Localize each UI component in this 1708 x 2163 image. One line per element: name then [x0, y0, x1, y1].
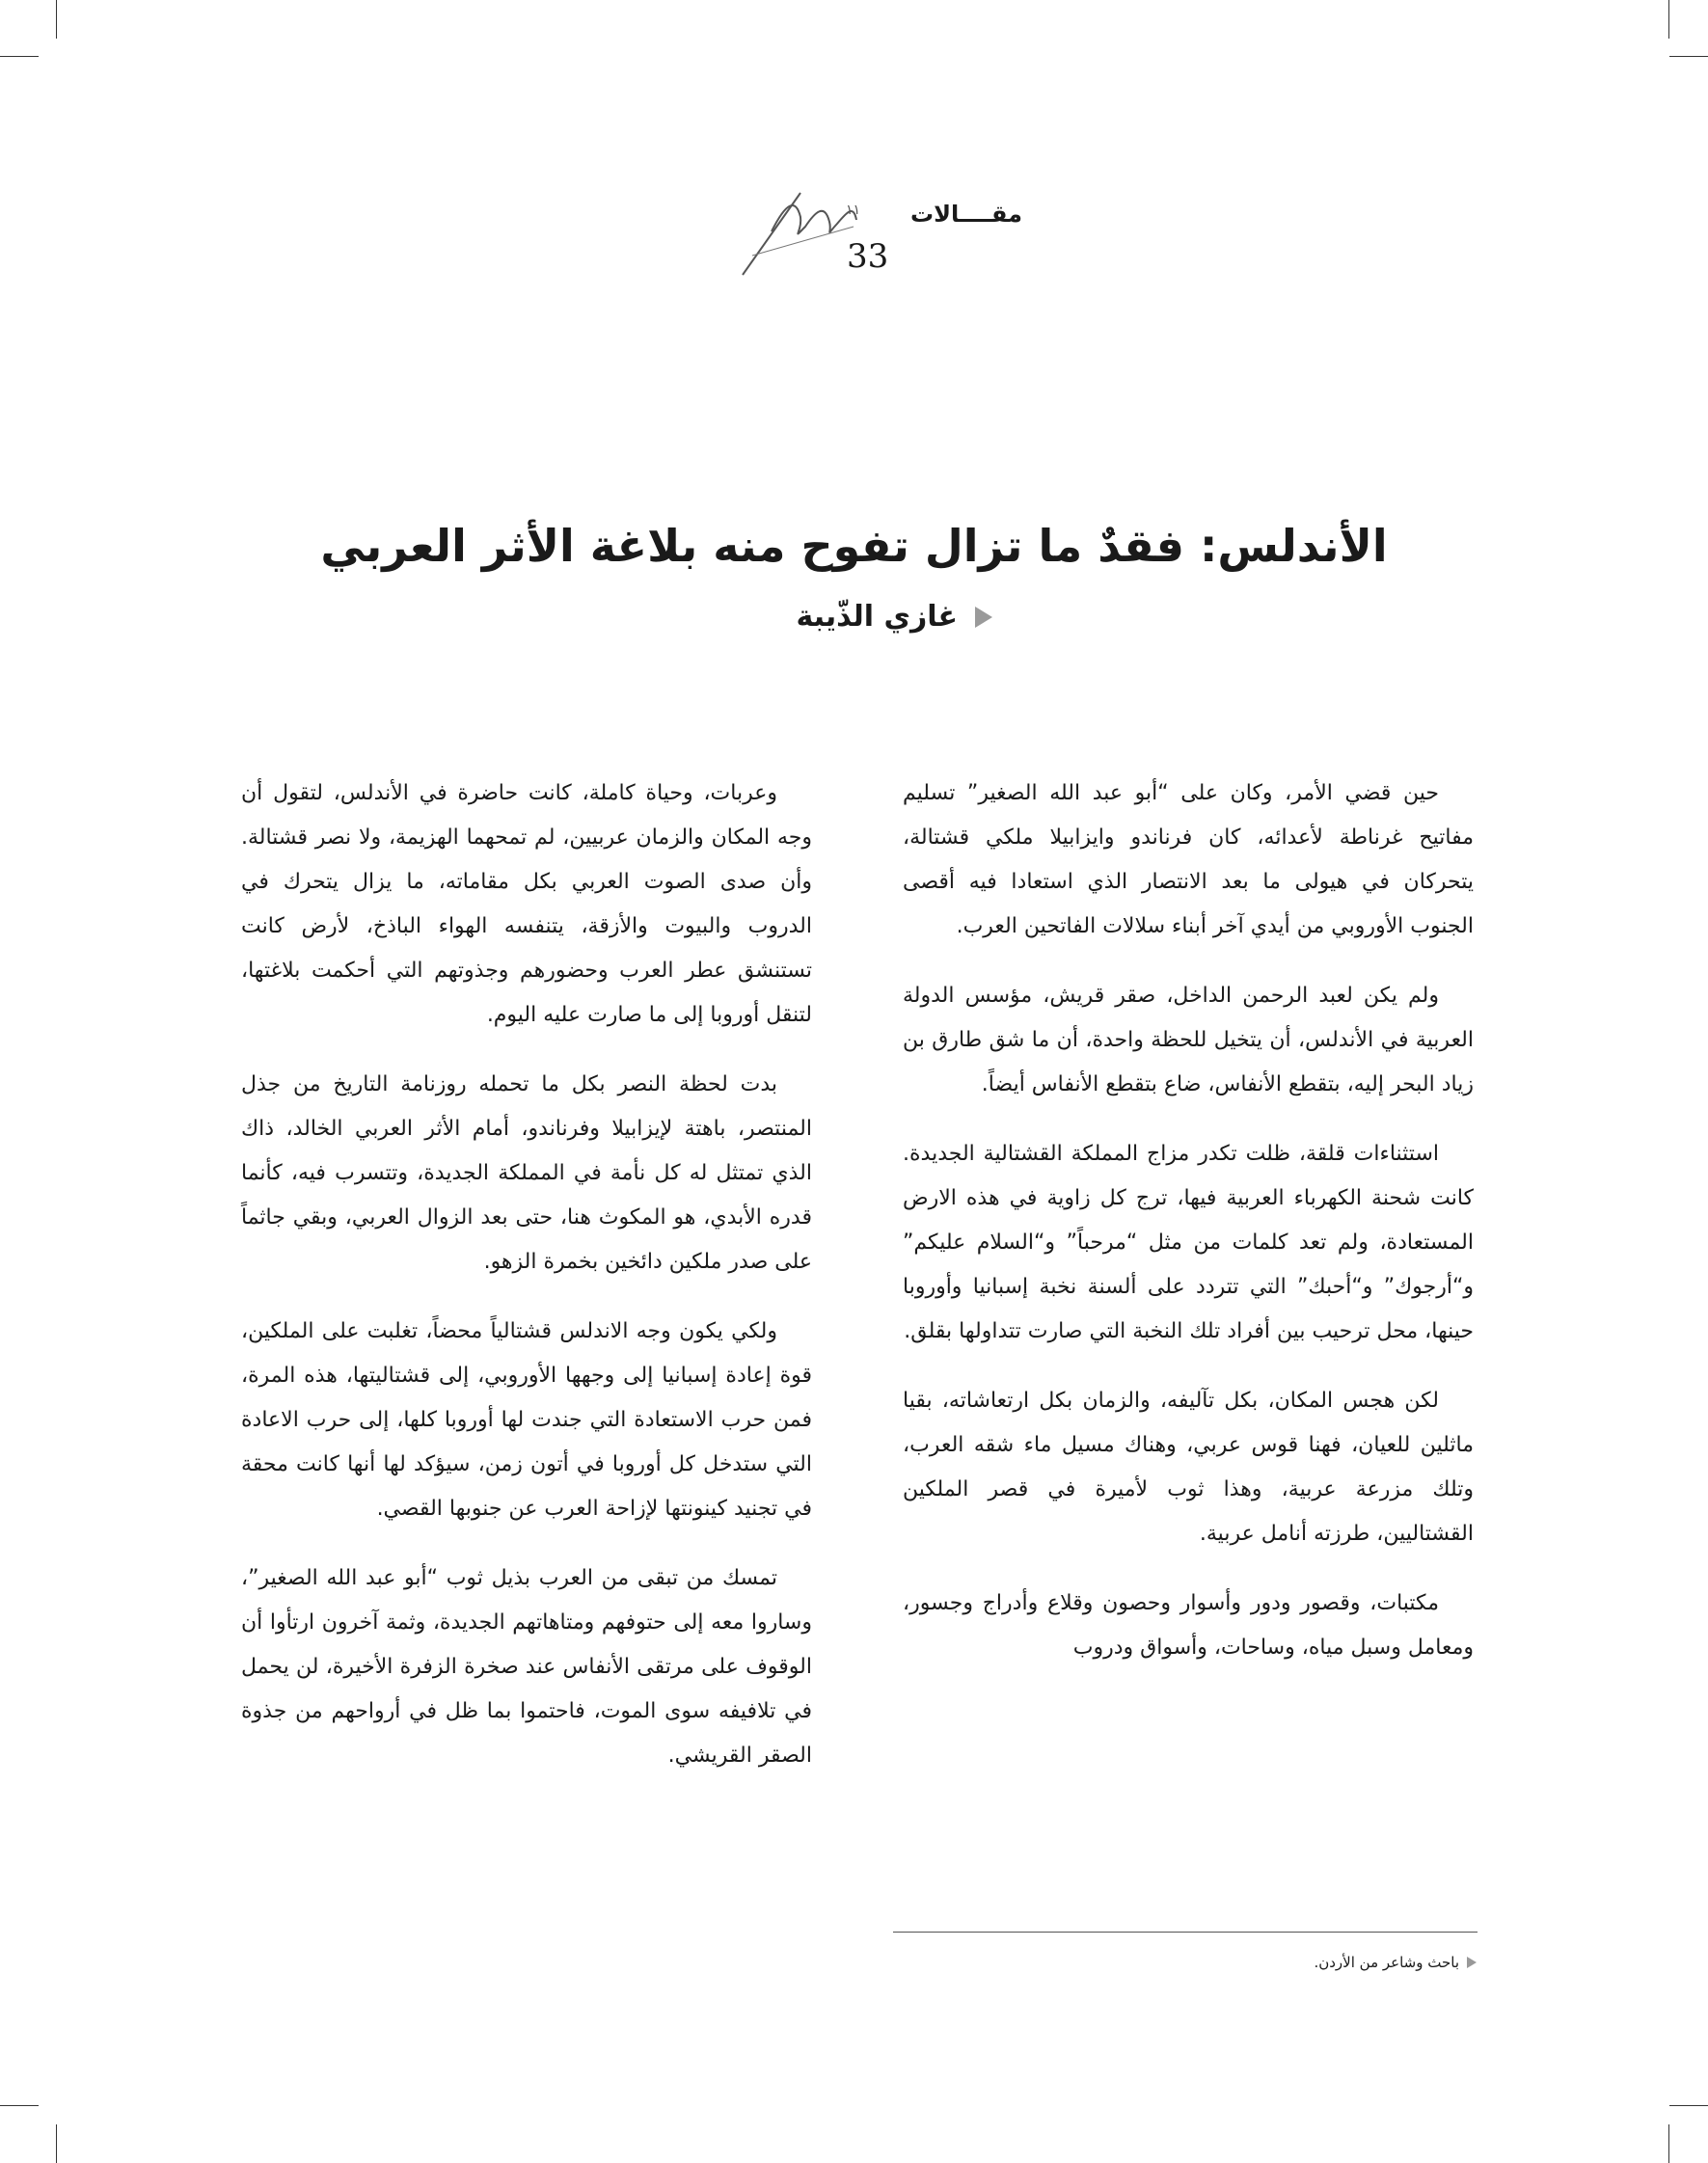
- paragraph: بدت لحظة النصر بكل ما تحمله روزنامة التاريخ من جذل المنتصر، باهتة لإيزابيلا وفرناندو، أمام الأثر العربي الخالد، ذاك الذي تمتثل له كل نأمة في المملكة الجديدة، وتتسرب فيه، كأنما قدره الأبدي، هو المكوث هنا، حتى بعد الزوال العربي، وبقي جاثماً على صدر ملكين دائخين بخمرة الزهو.: [241, 1072, 812, 1274]
- paragraph: تمسك من تبقى من العرب بذيل ثوب “أبو عبد الله الصغير”، وساروا معه إلى حتوفهم ومتاهاتهم الجديدة، وثمة آخرون ارتأوا أن الوقوف على مرتقى الأنفاس عند صخرة الزفرة الأخيرة، لن يحمل في تلافيفه سوى الموت، فاحتموا بما ظل في أرواحهم من جذوة الصقر القريشي.: [241, 1566, 812, 1768]
- crop-mark: [56, 0, 57, 39]
- crop-mark: [1668, 0, 1669, 39]
- page-number: 33: [847, 237, 889, 276]
- crop-mark: [0, 2105, 39, 2106]
- article-column-left: [241, 771, 812, 1803]
- paragraph: استثناءات قلقة، ظلت تكدر مزاج المملكة القشتالية الجديدة. كانت شحنة الكهرباء العربية فيها، ترج كل زاوية في هذه الارض المستعادة، ولم تعد كلمات من مثل “مرحباً” و“السلام عليكم” و“أرجوك” و“أحبك” التي تتردد على ألسنة نخبة إسبانيا وأوروبا حينها، محل ترحيب بين أفراد تلك النخبة التي صارت تتداولها بقلق.: [903, 1142, 1474, 1343]
- crop-mark: [1668, 2124, 1669, 2163]
- running-head: [733, 174, 1022, 280]
- author-marker-icon: [975, 607, 992, 628]
- paragraph: ولم يكن لعبد الرحمن الداخل، صقر قريش، مؤسس الدولة العربية في الأندلس، أن يتخيل للحظة واحدة، أن ما شق طارق بن زياد البحر إليه، بتقطع الأنفاس، ضاع بتقطع الأنفاس أيضاً.: [903, 984, 1474, 1096]
- paragraph: حين قضي الأمر، وكان على “أبو عبد الله الصغير” تسليم مفاتيح غرناطة لأعدائه، كان فرناندو وايزابيلا ملكي قشتالة، يتحركان في هيولى ما بعد الانتصار الذي استعادا فيه أقصى الجنوب الأوروبي من أيدي آخر أبناء سلالات الفاتحين العرب.: [903, 781, 1474, 938]
- footnote-divider: [893, 1932, 1478, 1933]
- paragraph: لكن هجس المكان، بكل تآليفه، والزمان بكل ارتعاشاته، بقيا ماثلين للعيان، فهنا قوس عربي، وهناك مسيل ماء شقه العرب، وتلك مزرعة عربية، وهذا ثوب لأميرة في قصر الملكين القشتاليين، طرزته أنامل عربية.: [903, 1389, 1474, 1546]
- svg-text:١١: ١١: [845, 203, 860, 218]
- crop-mark: [0, 56, 39, 57]
- footnote: [1314, 1954, 1477, 1971]
- crop-mark: [56, 2124, 57, 2163]
- paragraph: مكتبات، وقصور ودور وأسوار وحصون وقلاع وأدراج وجسور، ومعامل وسبل مياه، وساحات، وأسواق ودروب: [903, 1591, 1474, 1660]
- author-name: غازي الذّيبة: [796, 600, 958, 634]
- paragraph: ولكي يكون وجه الاندلس قشتالياً محضاً، تغلبت على الملكين، قوة إعادة إسبانيا إلى وجهها الأوروبي، إلى قشتاليتها، هذه المرة، فمن حرب الاستعادة التي جندت لها أوروبا كلها، إلى حرب الاعادة التي ستدخل كل أوروبا في أتون زمن، سيؤكد لها أنها كانت محقة في تجنيد كينونتها لإزاحة العرب عن جنوبها القصي.: [241, 1319, 812, 1521]
- section-label: مقــــالات: [910, 201, 1022, 228]
- article-column-right: [903, 771, 1474, 1695]
- footnote-marker-icon: [1467, 1957, 1477, 1968]
- crop-mark: [1669, 56, 1708, 57]
- paragraph: وعربات، وحياة كاملة، كانت حاضرة في الأندلس، لتقول أن وجه المكان والزمان عربيين، لم تمحهما الهزيمة، ولا نصر قشتالة. وأن صدى الصوت العربي بكل مقاماته، ما يزال يتحرك في الدروب والبيوت والأزقة، يتنفسه الهواء الباذخ، لأرض كانت تستنشق عطر العرب وحضورهم وجذوتهم التي أحكمت بلاغتها، لتنقل أوروبا إلى ما صارت عليه اليوم.: [241, 781, 812, 1027]
- magazine-logo-icon: [733, 174, 926, 280]
- article-title: الأندلس: فقدٌ ما تزال تفوح منه بلاغة الأثر العربي: [320, 519, 1388, 572]
- footnote-text: باحث وشاعر من الأردن.: [1314, 1954, 1459, 1971]
- crop-mark: [1669, 2105, 1708, 2106]
- article-author: [796, 600, 992, 634]
